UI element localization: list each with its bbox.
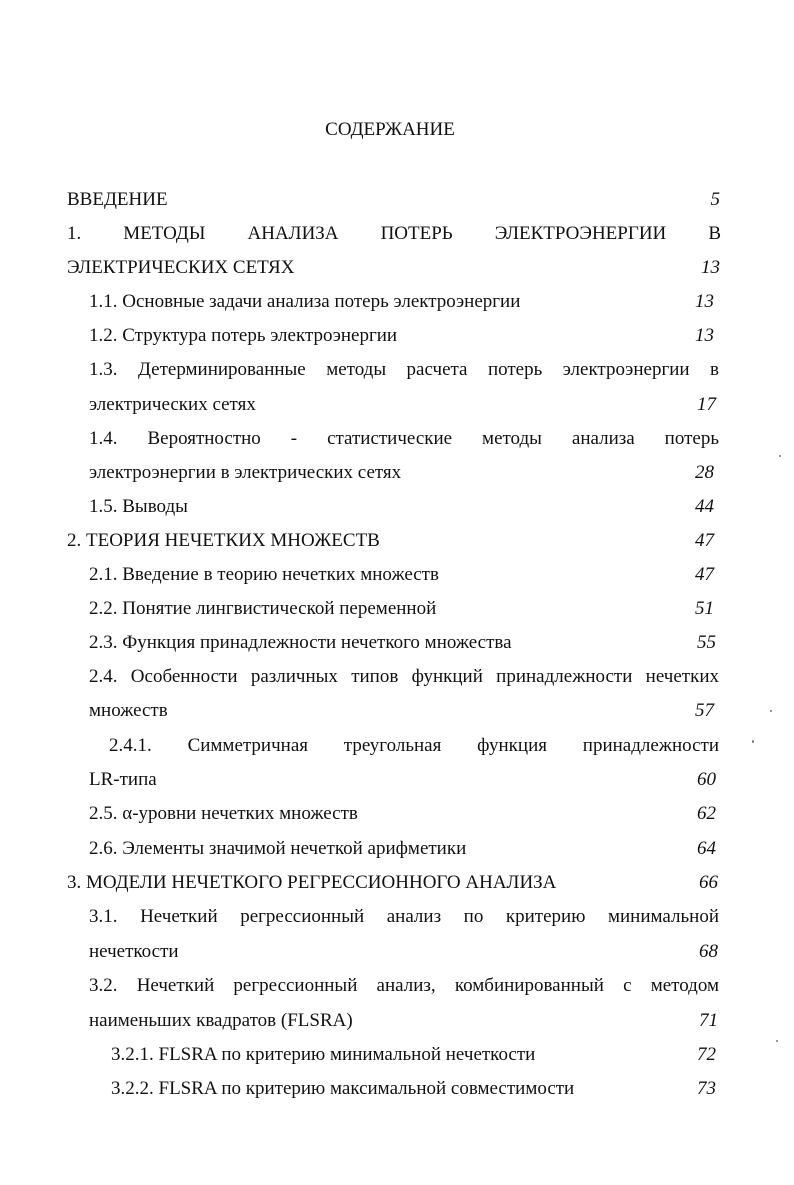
toc-page-chapter-3: 66 (699, 872, 718, 893)
toc-entry-2-6[interactable]: 2.6. Элементы значимой нечеткой арифметики (89, 838, 467, 859)
toc-entry-3-2-2[interactable]: 3.2.2. FLSRA по критерию максимальной совместимости (111, 1078, 575, 1099)
toc-entry-chapter-1-cont[interactable]: ЭЛЕКТРИЧЕСКИХ СЕТЯХ (67, 257, 295, 278)
toc-page-3-2-2: 73 (697, 1078, 716, 1099)
toc-entry-chapter-2[interactable]: 2. ТЕОРИЯ НЕЧЕТКИХ МНОЖЕСТВ (67, 530, 380, 551)
toc-entry-3-2-1[interactable]: 3.2.1. FLSRA по критерию минимальной нечеткости (111, 1044, 536, 1065)
toc-page-2-4-1: 60 (697, 769, 716, 790)
toc-page-2-3: 55 (697, 632, 716, 653)
toc-entry-1-1[interactable]: 1.1. Основные задачи анализа потерь электроэнергии (89, 291, 521, 312)
toc-page-1-4: 28 (695, 462, 714, 483)
toc-page-1-1: 13 (695, 291, 714, 312)
toc-entry-2-4-cont[interactable]: множеств (89, 700, 168, 721)
toc-page-intro: 5 (710, 189, 720, 210)
toc-page-chapter-2: 47 (695, 530, 714, 551)
toc-page-2-1: 47 (695, 564, 714, 585)
toc-entry-3-1[interactable]: 3.1. Нечеткий регрессионный анализ по критерию минимальной (89, 906, 719, 927)
toc-entry-3-2[interactable]: 3.2. Нечеткий регрессионный анализ, комбинированный с методом (89, 975, 719, 996)
scan-speck (779, 455, 781, 457)
toc-entry-3-1-cont[interactable]: нечеткости (89, 941, 179, 962)
toc-page-1-2: 13 (695, 325, 714, 346)
toc-entry-intro[interactable]: ВВЕДЕНИЕ (67, 189, 168, 210)
toc-page-1-5: 44 (695, 496, 714, 517)
toc-entry-1-4[interactable]: 1.4. Вероятностно - статистические методы анализа потерь (89, 428, 719, 449)
toc-page-3-2: 71 (699, 1010, 718, 1031)
toc-page-1-3: 17 (697, 394, 716, 415)
scan-speck (770, 710, 772, 712)
toc-entry-2-5[interactable]: 2.5. α-уровни нечетких множеств (89, 803, 358, 824)
page-title: СОДЕРЖАНИЕ (325, 119, 455, 140)
toc-entry-2-4-1[interactable]: 2.4.1. Симметричная треугольная функция принадлежности (109, 735, 719, 756)
toc-page-3-1: 68 (699, 941, 718, 962)
scan-speck (752, 740, 754, 743)
toc-page-3-2-1: 72 (697, 1044, 716, 1065)
toc-entry-1-4-cont[interactable]: электроэнергии в электрических сетях (89, 462, 402, 483)
toc-page-chapter-1: 13 (701, 257, 720, 278)
toc-page-2-2: 51 (695, 598, 714, 619)
toc-entry-2-1[interactable]: 2.1. Введение в теорию нечетких множеств (89, 564, 439, 585)
toc-entry-2-3[interactable]: 2.3. Функция принадлежности нечеткого множества (89, 632, 512, 653)
toc-entry-1-3[interactable]: 1.3. Детерминированные методы расчета потерь электроэнергии в (89, 359, 719, 380)
toc-entry-1-5[interactable]: 1.5. Выводы (89, 496, 188, 517)
toc-entry-chapter-1[interactable]: 1. МЕТОДЫ АНАЛИЗА ПОТЕРЬ ЭЛЕКТРОЭНЕРГИИ В (67, 223, 721, 244)
toc-entry-3-2-cont[interactable]: наименьших квадратов (FLSRA) (89, 1010, 353, 1031)
toc-page-2-4: 57 (695, 700, 714, 721)
toc-entry-chapter-3[interactable]: 3. МОДЕЛИ НЕЧЕТКОГО РЕГРЕССИОННОГО АНАЛИЗА (67, 872, 557, 893)
toc-entry-1-2[interactable]: 1.2. Структура потерь электроэнергии (89, 325, 398, 346)
toc-page-2-6: 64 (697, 838, 716, 859)
scan-speck (776, 1040, 778, 1042)
toc-entry-1-3-cont[interactable]: электрических сетях (89, 394, 256, 415)
toc-entry-2-4[interactable]: 2.4. Особенности различных типов функций принадлежности нечетких (89, 666, 719, 687)
toc-page-2-5: 62 (697, 803, 716, 824)
toc-entry-2-4-1-cont[interactable]: LR-типа (89, 769, 157, 790)
toc-entry-2-2[interactable]: 2.2. Понятие лингвистической переменной (89, 598, 437, 619)
